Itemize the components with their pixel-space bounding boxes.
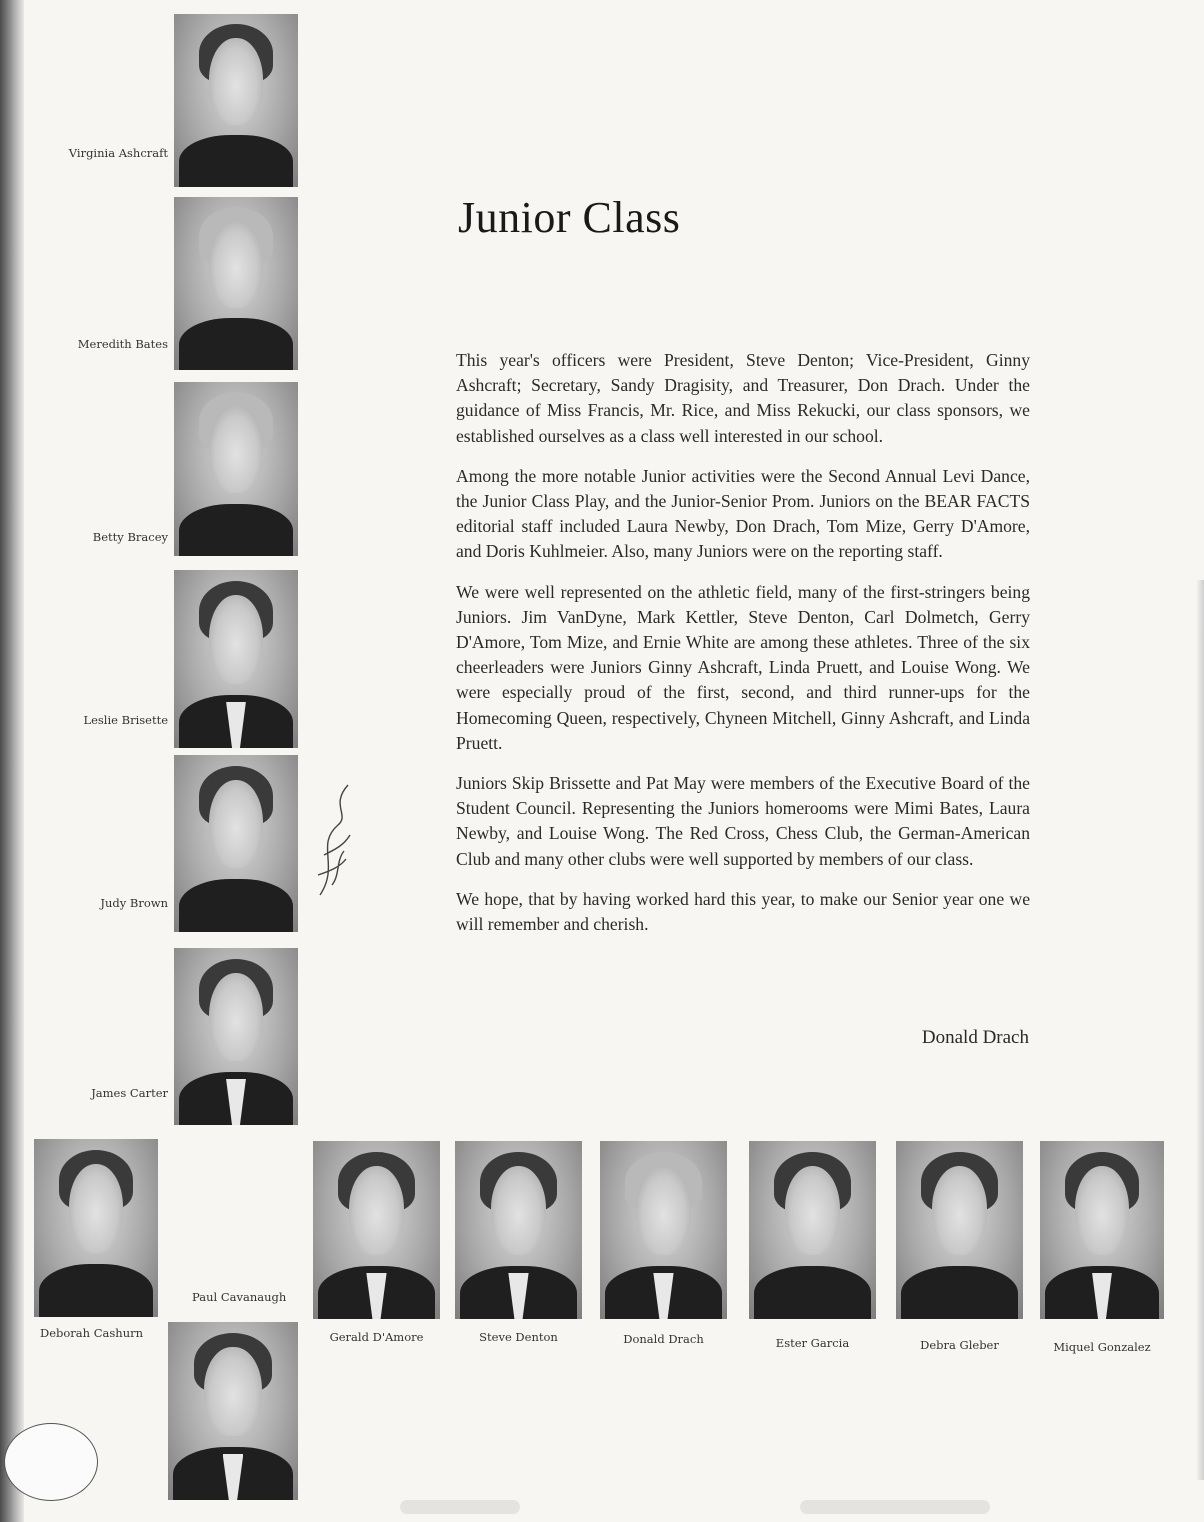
caption-james-carter: James Carter: [91, 1086, 168, 1100]
portrait-donald-drach: [600, 1141, 727, 1319]
print-smudge: [400, 1500, 520, 1514]
caption-ester-garcia: Ester Garcia: [775, 1336, 850, 1350]
portrait-ester-garcia: [749, 1141, 876, 1319]
caption-donald-drach: Donald Drach: [623, 1332, 704, 1346]
caption-miquel-gonzalez: Miquel Gonzalez: [1053, 1340, 1151, 1354]
caption-gerald-damore: Gerald D'Amore: [329, 1330, 424, 1344]
paragraph-activities: Among the more notable Junior activities were the Second Annual Levi Dance, the Junior Class Play, and the Junior-Senior Prom. Juniors on the BEAR FACTS editorial staff included Laura Newby, Don Drach, Tom Mize, Gerry D'Amore, and Doris Kuhlmeier. Also, many Juniors were on the reporting staff.: [456, 465, 1030, 562]
print-smudge: [800, 1500, 990, 1514]
caption-paul-cavanaugh: Paul Cavanaugh: [192, 1290, 287, 1304]
portrait-paul-cavanaugh: [168, 1322, 298, 1500]
portrait-meredith-bates: [174, 197, 298, 370]
portrait-virginia-ashcraft: [174, 14, 298, 187]
portrait-gerald-damore: [313, 1141, 440, 1319]
article-body: [456, 348, 1030, 952]
caption-steve-denton: Steve Denton: [479, 1330, 558, 1344]
portrait-james-carter: [174, 948, 298, 1125]
caption-virginia-ashcraft: Virginia Ashcraft: [68, 146, 168, 160]
portrait-judy-brown: [174, 755, 298, 932]
caption-meredith-bates: Meredith Bates: [77, 337, 168, 351]
paragraph-athletics: We were well represented on the athletic field, many of the first-stringers being Juniors. Jim VanDyne, Mark Kettler, Steve Denton, Carl Dolmetch, Gerry D'Amore, Tom Mize, and Ernie White are among these athletes. Three of the six cheerleaders were Juniors Ginny Ashcraft, Linda Pruett, and Louise Wong. We were especially proud of the first, second, and third runner-ups for the Homecoming Queen, respectively, Chyneen Mitchell, Ginny Ashcraft, and Linda Pruett.: [456, 581, 1030, 753]
caption-judy-brown: Judy Brown: [100, 896, 168, 910]
portrait-leslie-brisette: [174, 570, 298, 748]
portrait-deborah-cashurn: [34, 1139, 158, 1317]
caption-debra-gleber: Debra Gleber: [920, 1338, 999, 1352]
handwritten-autograph: [310, 775, 360, 905]
caption-betty-bracey: Betty Bracey: [92, 530, 168, 544]
portrait-miquel-gonzalez: [1040, 1141, 1164, 1319]
page-right-edge: [1196, 580, 1204, 1480]
caption-deborah-cashurn: Deborah Cashurn: [40, 1326, 144, 1340]
portrait-steve-denton: [455, 1141, 582, 1319]
portrait-debra-gleber: [896, 1141, 1023, 1319]
paragraph-officers: This year's officers were President, Steve Denton; Vice-President, Ginny Ashcraft; Secretary, Sandy Dragisity, and Treasurer, Don Drach. Under the guidance of Miss Francis, Mr. Rice, and Miss Rekucki, our class sponsors, we established ourselves as a class well interested in our school.: [456, 350, 1030, 446]
paragraph-closing: We hope, that by having worked hard this year, to make our Senior year one we will remember and cherish.: [456, 888, 1030, 935]
portrait-betty-bracey: [174, 382, 298, 556]
page-title: Junior Class: [458, 193, 681, 242]
page-binding-edge: [0, 0, 24, 1522]
caption-leslie-brisette: Leslie Brisette: [83, 713, 168, 727]
blank-oval-label: [4, 1423, 98, 1501]
paragraph-student-council: Juniors Skip Brissette and Pat May were members of the Executive Board of the Student Council. Representing the Juniors homerooms were Mimi Bates, Laura Newby, and Louise Wong. The Red Cross, Chess Club, the German-American Club and many other clubs were well supported by members of our class.: [456, 773, 1030, 869]
author-name: Donald Drach: [921, 1027, 1029, 1048]
